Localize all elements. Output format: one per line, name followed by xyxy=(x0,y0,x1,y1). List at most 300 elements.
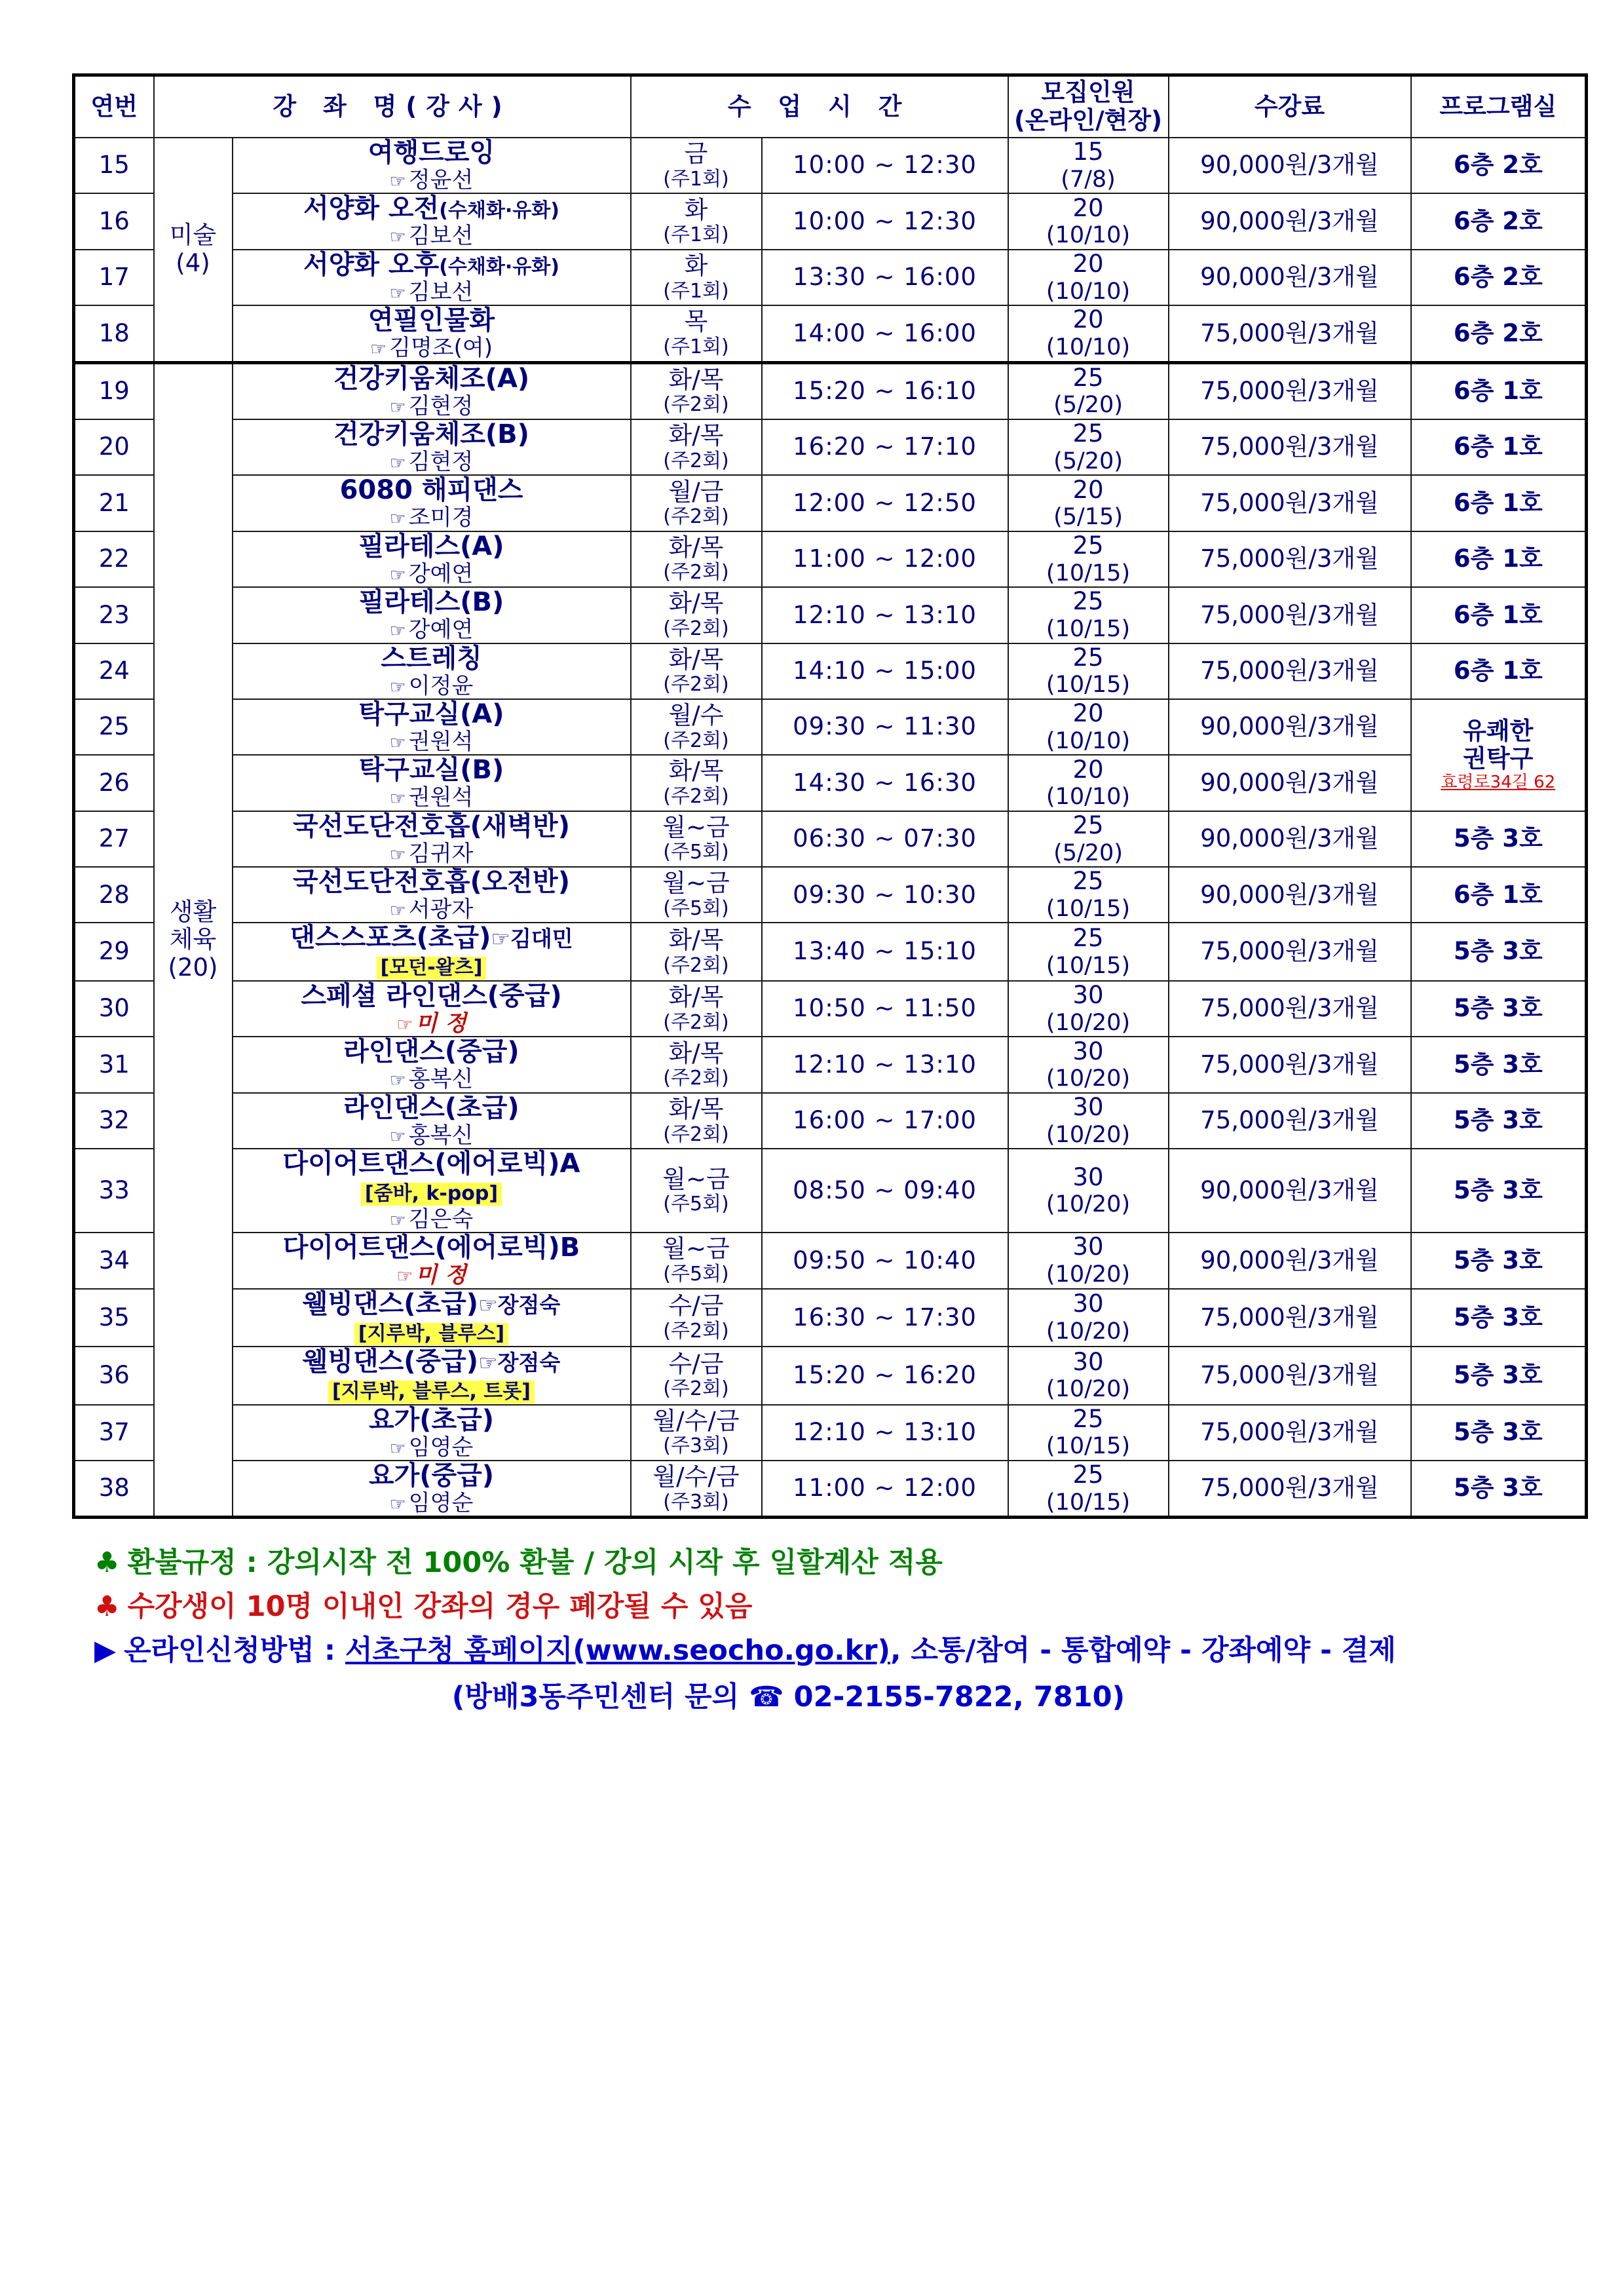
row-number: 25 xyxy=(74,699,154,755)
category-art xyxy=(154,138,233,362)
course-quota xyxy=(1008,587,1169,643)
course-time: 12:10 ~ 13:10 xyxy=(762,587,1008,643)
course-days-value: 월/수/금 xyxy=(652,1463,740,1491)
course-teacher-inline: ☞장점숙 xyxy=(478,1350,561,1376)
quota-total: 30 xyxy=(1072,1290,1104,1318)
course-time: 14:00 ~ 16:00 xyxy=(762,305,1008,362)
quota-breakdown: (10/10) xyxy=(1046,278,1131,305)
row-number: 33 xyxy=(74,1149,154,1233)
course-fee: 75,000원/3개월 xyxy=(1169,923,1411,981)
course-room xyxy=(1411,1233,1587,1288)
course-teacher: ☞홍복신 xyxy=(389,1066,474,1093)
course-days-value: 월~금 xyxy=(662,813,730,841)
course-frequency: (주2회) xyxy=(663,393,729,417)
course-quota xyxy=(1008,1461,1169,1518)
course-fee: 90,000원/3개월 xyxy=(1169,811,1411,867)
course-teacher: ☞김현정 xyxy=(389,392,474,419)
row-number: 34 xyxy=(74,1233,154,1288)
header-no: 연번 xyxy=(74,75,154,138)
quota-breakdown: (10/20) xyxy=(1046,1121,1131,1148)
course-time: 14:30 ~ 16:30 xyxy=(762,755,1008,811)
course-name-cell xyxy=(233,1149,631,1233)
table-row xyxy=(74,305,1587,362)
table-row xyxy=(74,811,1587,867)
row-number: 38 xyxy=(74,1461,154,1518)
course-title: 웰빙댄스(중급)☞장점숙 xyxy=(302,1347,561,1377)
table-row xyxy=(74,1347,1587,1405)
row-number: 26 xyxy=(74,755,154,811)
course-teacher: ☞김보선 xyxy=(389,223,474,250)
course-frequency: (주2회) xyxy=(663,1067,729,1090)
table-row xyxy=(74,138,1587,193)
category-label-2: 체육 xyxy=(169,925,217,954)
course-days xyxy=(631,1149,762,1233)
row-number: 36 xyxy=(74,1347,154,1405)
course-title: 국선도단전호흡(새벽반) xyxy=(293,811,570,841)
quota-breakdown: (10/15) xyxy=(1046,952,1131,979)
course-frequency: (주2회) xyxy=(663,1377,729,1401)
course-name-cell xyxy=(233,362,631,419)
course-quota xyxy=(1008,138,1169,193)
quota-total: 20 xyxy=(1072,699,1104,728)
course-room xyxy=(1411,981,1587,1037)
quota-total: 20 xyxy=(1072,193,1104,222)
course-quota xyxy=(1008,1037,1169,1092)
quota-breakdown: (7/8) xyxy=(1061,166,1116,193)
course-title-sub: (수채화·유화) xyxy=(439,199,559,223)
quota-total: 15 xyxy=(1072,138,1104,166)
pointer-icon: ☞ xyxy=(389,226,409,248)
category-count: (4) xyxy=(176,248,210,277)
table-row xyxy=(74,475,1587,531)
course-fee: 75,000원/3개월 xyxy=(1169,981,1411,1037)
course-title: 필라테스(A) xyxy=(358,531,504,562)
quota-total: 25 xyxy=(1072,1404,1104,1433)
course-teacher: ☞조미경 xyxy=(389,505,474,531)
course-quota xyxy=(1008,305,1169,362)
course-room-line: 5층 3호 xyxy=(1453,824,1543,853)
note-online-apply-pre: 온라인신청방법 : xyxy=(124,1634,345,1667)
quota-total: 25 xyxy=(1072,1461,1104,1489)
quota-breakdown: (10/10) xyxy=(1046,334,1131,361)
course-room xyxy=(1411,699,1587,811)
table-row xyxy=(74,587,1587,643)
note-online-apply-post: , 소통/참여 - 통합예약 - 강좌예약 - 결제 xyxy=(890,1634,1396,1667)
course-frequency: (주1회) xyxy=(663,223,729,247)
table-row xyxy=(74,755,1587,811)
table-row xyxy=(74,981,1587,1037)
course-quota xyxy=(1008,1405,1169,1461)
pointer-icon: ☞ xyxy=(389,1437,409,1459)
course-days-value: 금 xyxy=(684,140,708,168)
course-room-line: 5층 3호 xyxy=(1453,1106,1543,1135)
row-number: 21 xyxy=(74,475,154,531)
table-header-row xyxy=(74,75,1587,138)
course-quota xyxy=(1008,475,1169,531)
quota-total: 25 xyxy=(1072,867,1104,896)
quota-breakdown: (10/20) xyxy=(1046,1376,1131,1403)
course-name-cell xyxy=(233,867,631,923)
course-name-cell xyxy=(233,1037,631,1092)
course-name-cell xyxy=(233,1233,631,1288)
course-time: 06:30 ~ 07:30 xyxy=(762,811,1008,867)
course-quota xyxy=(1008,811,1169,867)
pointer-icon: ☞ xyxy=(389,282,409,304)
course-days xyxy=(631,1405,762,1461)
course-fee: 75,000원/3개월 xyxy=(1169,643,1411,699)
seocho-website-link[interactable]: 서초구청 홈페이지(www.seocho.go.kr) xyxy=(345,1634,891,1667)
quota-total: 30 xyxy=(1072,1233,1104,1261)
course-days xyxy=(631,755,762,811)
quota-breakdown: (10/15) xyxy=(1046,560,1131,586)
course-quota xyxy=(1008,362,1169,419)
course-fee: 75,000원/3개월 xyxy=(1169,1461,1411,1518)
course-days xyxy=(631,643,762,699)
row-number: 31 xyxy=(74,1037,154,1092)
course-time: 13:40 ~ 15:10 xyxy=(762,923,1008,981)
note-refund xyxy=(94,1541,1561,1585)
table-row xyxy=(74,419,1587,475)
pointer-icon: ☞ xyxy=(389,451,409,474)
quota-breakdown: (10/20) xyxy=(1046,1191,1131,1218)
course-name-cell xyxy=(233,811,631,867)
course-room xyxy=(1411,419,1587,475)
pointer-icon: ☞ xyxy=(389,843,409,866)
course-title: 라인댄스(초급) xyxy=(343,1092,519,1123)
course-title: 라인댄스(중급) xyxy=(343,1037,519,1067)
course-title: 여행드로잉 xyxy=(368,138,495,168)
quota-total: 25 xyxy=(1072,531,1104,560)
course-name-cell xyxy=(233,1347,631,1405)
course-time: 13:30 ~ 16:00 xyxy=(762,250,1008,305)
row-number: 23 xyxy=(74,587,154,643)
course-time: 14:10 ~ 15:00 xyxy=(762,643,1008,699)
course-title: 서양화 오전(수채화·유화) xyxy=(303,193,559,224)
notes-section xyxy=(72,1541,1561,1715)
course-quota xyxy=(1008,1149,1169,1233)
course-room xyxy=(1411,811,1587,867)
course-room-address: 효령로34길 62 xyxy=(1441,772,1556,792)
course-quota xyxy=(1008,531,1169,587)
course-room xyxy=(1411,1461,1587,1518)
course-teacher: ☞서광자 xyxy=(389,896,474,923)
course-days-value: 화/목 xyxy=(668,589,724,618)
course-fee: 90,000원/3개월 xyxy=(1169,1233,1411,1288)
course-days xyxy=(631,305,762,362)
course-teacher: ☞이정윤 xyxy=(389,672,474,699)
course-days-value: 월~금 xyxy=(662,1164,730,1193)
course-days-value: 화/목 xyxy=(668,421,724,450)
course-name-cell xyxy=(233,250,631,305)
course-title: 다이어트댄스(에어로빅)B xyxy=(282,1233,580,1263)
course-teacher: ☞김현정 xyxy=(389,448,474,475)
course-name-cell xyxy=(233,475,631,531)
course-title: 다이어트댄스(에어로빅)A xyxy=(282,1149,580,1179)
course-fee: 90,000원/3개월 xyxy=(1169,867,1411,923)
category-label-1: 생활 xyxy=(169,897,217,926)
course-fee: 75,000원/3개월 xyxy=(1169,1289,1411,1347)
course-fee: 75,000원/3개월 xyxy=(1169,419,1411,475)
course-title: 필라테스(B) xyxy=(358,587,504,618)
course-room-line: 5층 3호 xyxy=(1453,937,1543,966)
quota-breakdown: (10/10) xyxy=(1046,222,1131,249)
course-time: 12:00 ~ 12:50 xyxy=(762,475,1008,531)
course-days xyxy=(631,475,762,531)
course-room xyxy=(1411,1037,1587,1092)
header-room: 프로그램실 xyxy=(1411,75,1587,138)
quota-breakdown: (10/10) xyxy=(1046,784,1131,811)
header-time: 수 업 시 간 xyxy=(631,75,1008,138)
course-name-cell xyxy=(233,1405,631,1461)
course-days-value: 목 xyxy=(684,307,708,336)
quota-breakdown: (10/20) xyxy=(1046,1261,1131,1288)
table-row xyxy=(74,643,1587,699)
course-name-cell xyxy=(233,923,631,981)
course-title-sub: (수채화·유화) xyxy=(439,255,559,278)
course-teacher: ☞김보선 xyxy=(389,278,474,305)
course-quota xyxy=(1008,923,1169,981)
course-fee: 75,000원/3개월 xyxy=(1169,1037,1411,1092)
course-name-cell xyxy=(233,531,631,587)
category-sports xyxy=(154,362,233,1518)
course-frequency: (주1회) xyxy=(663,279,729,303)
course-room-line: 6층 2호 xyxy=(1453,318,1543,347)
course-days-value: 월~금 xyxy=(662,869,730,898)
course-room xyxy=(1411,1093,1587,1149)
table-row xyxy=(74,699,1587,755)
course-time: 08:50 ~ 09:40 xyxy=(762,1149,1008,1233)
quota-total: 25 xyxy=(1072,811,1104,839)
course-time: 10:50 ~ 11:50 xyxy=(762,981,1008,1037)
course-days-value: 수/금 xyxy=(668,1292,724,1320)
header-quota xyxy=(1008,75,1169,138)
course-days xyxy=(631,1347,762,1405)
course-frequency: (주2회) xyxy=(663,1122,729,1146)
course-title: 연필인물화 xyxy=(368,305,495,336)
header-quota-line1: 모집인원 xyxy=(1041,78,1135,107)
quota-breakdown: (10/15) xyxy=(1046,895,1131,922)
course-days xyxy=(631,923,762,981)
course-days xyxy=(631,362,762,419)
quota-total: 25 xyxy=(1072,419,1104,448)
quota-breakdown: (5/20) xyxy=(1053,392,1123,419)
course-fee: 75,000원/3개월 xyxy=(1169,305,1411,362)
quota-total: 30 xyxy=(1072,1162,1104,1191)
course-days-value: 월/금 xyxy=(668,477,724,506)
course-quota xyxy=(1008,1289,1169,1347)
course-room xyxy=(1411,250,1587,305)
course-room xyxy=(1411,1289,1587,1347)
course-quota xyxy=(1008,1233,1169,1288)
course-teacher: ☞김귀자 xyxy=(389,840,474,867)
pointer-icon: ☞ xyxy=(389,1493,409,1515)
note-online-apply xyxy=(94,1629,1561,1673)
course-teacher: ☞강예연 xyxy=(389,560,474,587)
row-number: 19 xyxy=(74,362,154,419)
course-time: 09:30 ~ 10:30 xyxy=(762,867,1008,923)
course-days-value: 화/목 xyxy=(668,757,724,786)
course-name-cell xyxy=(233,193,631,249)
table-row xyxy=(74,1233,1587,1288)
course-teacher: ☞홍복신 xyxy=(389,1122,474,1149)
course-days-value: 화/목 xyxy=(668,533,724,562)
course-room-line: 6층 1호 xyxy=(1453,488,1543,517)
course-room xyxy=(1411,1405,1587,1461)
course-teacher-inline: ☞장점숙 xyxy=(478,1292,561,1318)
course-frequency: (주2회) xyxy=(663,1010,729,1034)
course-days-value: 화 xyxy=(684,251,708,280)
course-room xyxy=(1411,475,1587,531)
course-frequency: (주2회) xyxy=(663,617,729,640)
quota-total: 30 xyxy=(1072,981,1104,1010)
course-teacher: ☞강예연 xyxy=(389,617,474,643)
table-row xyxy=(74,1149,1587,1233)
header-course: 강 좌 명(강사) xyxy=(154,75,631,138)
category-count: (20) xyxy=(168,953,218,982)
course-title: 스페셜 라인댄스(중급) xyxy=(301,981,562,1012)
course-quota xyxy=(1008,643,1169,699)
course-days-value: 수/금 xyxy=(668,1349,724,1378)
course-name-cell xyxy=(233,1093,631,1149)
course-fee: 75,000원/3개월 xyxy=(1169,1093,1411,1149)
pointer-icon: ☞ xyxy=(389,676,409,698)
row-number: 30 xyxy=(74,981,154,1037)
table-row xyxy=(74,362,1587,419)
course-room-line: 6층 2호 xyxy=(1453,206,1543,235)
course-teacher: ☞임영순 xyxy=(389,1490,474,1516)
clover-icon-red: ♣ xyxy=(94,1590,120,1624)
course-fee: 90,000원/3개월 xyxy=(1169,699,1411,755)
course-quota xyxy=(1008,981,1169,1037)
course-room xyxy=(1411,362,1587,419)
course-fee: 75,000원/3개월 xyxy=(1169,1405,1411,1461)
course-title: 요가(초급) xyxy=(368,1404,495,1435)
course-quota xyxy=(1008,867,1169,923)
course-teacher: ☞정윤선 xyxy=(389,167,474,193)
table-row xyxy=(74,867,1587,923)
table-row xyxy=(74,1289,1587,1347)
course-days-value: 월/수/금 xyxy=(652,1406,740,1435)
quota-total: 30 xyxy=(1072,1347,1104,1376)
quota-total: 25 xyxy=(1072,363,1104,392)
row-number: 29 xyxy=(74,923,154,981)
pointer-icon: ☞ xyxy=(389,1125,409,1147)
course-room-line: 5층 3호 xyxy=(1453,1176,1543,1204)
course-room xyxy=(1411,1347,1587,1405)
course-days xyxy=(631,867,762,923)
course-teacher: ☞미 정 xyxy=(396,1010,466,1037)
course-days-value: 화/목 xyxy=(668,645,724,674)
pointer-icon: ☞ xyxy=(370,338,390,360)
course-title: 탁구교실(A) xyxy=(358,698,504,729)
course-frequency: (주2회) xyxy=(663,449,729,472)
course-room xyxy=(1411,867,1587,923)
course-days xyxy=(631,1037,762,1092)
course-room xyxy=(1411,643,1587,699)
course-name-cell xyxy=(233,305,631,362)
course-quota xyxy=(1008,1093,1169,1149)
course-days xyxy=(631,1233,762,1288)
quota-breakdown: (10/15) xyxy=(1046,1489,1131,1516)
course-frequency: (주2회) xyxy=(663,505,729,529)
pointer-icon: ☞ xyxy=(389,1069,409,1092)
quota-breakdown: (5/20) xyxy=(1053,448,1123,474)
quota-breakdown: (10/20) xyxy=(1046,1318,1131,1345)
note-contact: (방배3동주민센터 문의 ☎ 02-2155-7822, 7810) xyxy=(451,1681,1125,1714)
course-frequency: (주1회) xyxy=(663,335,729,358)
course-room-line: 유쾌한 xyxy=(1463,716,1534,745)
course-frequency: (주2회) xyxy=(663,729,729,752)
course-frequency: (주2회) xyxy=(663,673,729,697)
header-fee: 수강료 xyxy=(1169,75,1411,138)
table-row xyxy=(74,531,1587,587)
quota-breakdown: (5/15) xyxy=(1053,504,1123,531)
quota-total: 20 xyxy=(1072,475,1104,504)
course-quota xyxy=(1008,419,1169,475)
course-days xyxy=(631,699,762,755)
row-number: 20 xyxy=(74,419,154,475)
course-name-cell xyxy=(233,699,631,755)
course-room xyxy=(1411,587,1587,643)
course-room-line: 6층 1호 xyxy=(1453,545,1543,573)
course-fee: 75,000원/3개월 xyxy=(1169,362,1411,419)
course-room-line: 5층 3호 xyxy=(1453,1246,1543,1274)
course-time: 16:20 ~ 17:10 xyxy=(762,419,1008,475)
course-frequency: (주3회) xyxy=(663,1490,729,1514)
course-time: 11:00 ~ 12:00 xyxy=(762,1461,1008,1518)
quota-total: 25 xyxy=(1072,587,1104,616)
triangle-right-icon: ▶ xyxy=(94,1634,117,1667)
course-title: 6080 해피댄스 xyxy=(339,475,523,506)
course-room-line: 5층 3호 xyxy=(1453,1050,1543,1079)
course-fee: 90,000원/3개월 xyxy=(1169,250,1411,305)
quota-total: 25 xyxy=(1072,924,1104,953)
quota-breakdown: (10/20) xyxy=(1046,1065,1131,1092)
course-title: 요가(중급) xyxy=(368,1461,495,1491)
course-name-cell xyxy=(233,755,631,811)
table-row xyxy=(74,193,1587,249)
course-tag: [지루박, 블루스, 트롯] xyxy=(328,1381,535,1404)
table-row xyxy=(74,250,1587,305)
course-frequency: (주2회) xyxy=(663,1319,729,1343)
course-room-line: 6층 1호 xyxy=(1453,376,1543,405)
course-time: 11:00 ~ 12:00 xyxy=(762,531,1008,587)
course-room-line: 5층 3호 xyxy=(1453,994,1543,1023)
course-teacher-inline: ☞김대민 xyxy=(491,926,573,952)
course-fee: 90,000원/3개월 xyxy=(1169,1149,1411,1233)
course-name-cell xyxy=(233,981,631,1037)
course-time: 12:10 ~ 13:10 xyxy=(762,1405,1008,1461)
course-frequency: (주5회) xyxy=(663,1262,729,1286)
table-row xyxy=(74,1461,1587,1518)
course-title: 탁구교실(B) xyxy=(358,755,504,786)
pointer-icon: ☞ xyxy=(389,620,409,642)
row-number: 17 xyxy=(74,250,154,305)
course-room-line: 5층 3호 xyxy=(1453,1361,1543,1390)
course-days xyxy=(631,531,762,587)
course-days-value: 화/목 xyxy=(668,365,724,394)
quota-total: 30 xyxy=(1072,1037,1104,1065)
course-time: 09:50 ~ 10:40 xyxy=(762,1233,1008,1288)
course-schedule-table xyxy=(72,73,1588,1519)
course-room-line: 6층 1호 xyxy=(1453,880,1543,909)
course-time: 12:10 ~ 13:10 xyxy=(762,1037,1008,1092)
header-quota-line2: (온라인/현장) xyxy=(1013,106,1163,134)
course-days-value: 화/목 xyxy=(668,983,724,1012)
row-number: 24 xyxy=(74,643,154,699)
course-room-line: 5층 3호 xyxy=(1453,1418,1543,1447)
course-frequency: (주3회) xyxy=(663,1434,729,1458)
